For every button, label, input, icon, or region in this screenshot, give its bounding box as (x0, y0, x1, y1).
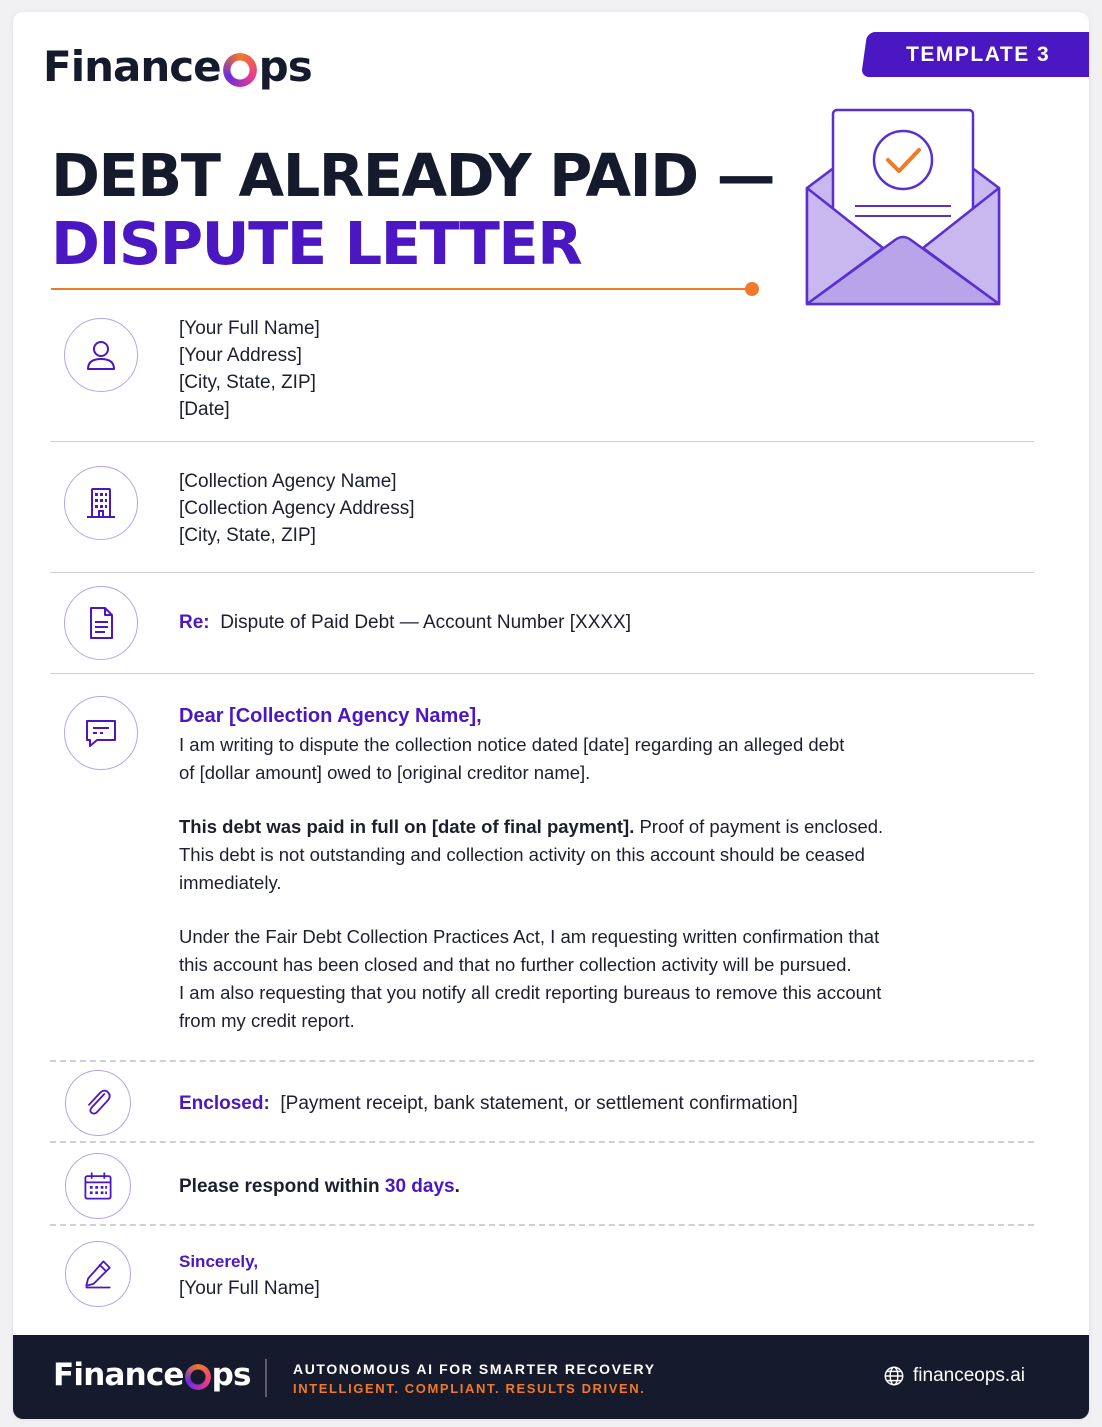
sender-street: [Your Address] (179, 345, 302, 366)
greeting: Dear [Collection Agency Name], (179, 705, 482, 727)
brand-logo (43, 42, 312, 91)
title-line-2: DISPUTE LETTER (51, 209, 582, 278)
building-icon (64, 466, 138, 540)
paragraph-3: Under the Fair Debt Collection Practices Act, I am requesting written confirmation that this account has been closed and that no further collection activity will be pursued. I am also requesting that you notify all credit reporting bureaus to remove this account from my credit report. (179, 926, 882, 1031)
enclosed-line (179, 1090, 798, 1117)
page-title (51, 142, 774, 278)
divider (50, 441, 1034, 442)
subject-line (179, 609, 631, 636)
underline-dot (745, 282, 759, 296)
subject-text: Dispute of Paid Debt — Account Number [XXXX] (220, 612, 631, 633)
letter-body (179, 701, 979, 1035)
recipient-address (179, 468, 415, 549)
pen-icon (65, 1241, 131, 1307)
envelope-check-icon (803, 108, 1003, 310)
logo-ring-icon (185, 1364, 211, 1390)
template-tag: TEMPLATE 3 (861, 32, 1089, 77)
response-deadline: Please respond within 30 days. (179, 1176, 460, 1197)
closing-label: Sincerely, (179, 1252, 259, 1271)
footer-divider (265, 1359, 267, 1397)
recipient-name: [Collection Agency Name] (179, 471, 397, 492)
footer-logo: Finance ps (53, 1357, 251, 1393)
recipient-street: [Collection Agency Address] (179, 498, 415, 519)
closing-name: [Your Full Name] (179, 1278, 320, 1299)
logo-ring-icon (223, 53, 257, 87)
divider (50, 572, 1034, 573)
footer-tagline-1: AUTONOMOUS AI FOR SMARTER RECOVERY (293, 1361, 656, 1377)
divider (50, 673, 1034, 674)
footer (13, 1335, 1089, 1419)
title-line-1: DEBT ALREADY PAID — (51, 141, 775, 210)
sender-date: [Date] (179, 399, 230, 420)
divider (50, 1224, 1034, 1226)
chat-icon (64, 696, 138, 770)
calendar-icon (65, 1153, 131, 1219)
footer-website-link[interactable] (883, 1365, 1025, 1387)
title-underline (51, 288, 751, 290)
logo-text-suffix: ps (258, 42, 312, 91)
divider (50, 1141, 1034, 1143)
paragraph-2: This debt was paid in full on [date of final payment]. Proof of payment is enclosed. This debt is not outstanding and collection activity on this account should be ceased immediately. (179, 816, 884, 893)
logo-text-prefix: Finance (43, 42, 221, 91)
deadline-days: 30 days (384, 1176, 455, 1197)
divider (50, 1060, 1034, 1062)
closing (179, 1248, 320, 1302)
document-icon (64, 586, 138, 660)
paragraph-1: I am writing to dispute the collection notice dated [date] regarding an alleged debt of [dollar amount] owed to [original creditor name]. (179, 734, 845, 783)
letter-page (13, 12, 1089, 1418)
globe-icon (883, 1365, 905, 1387)
sender-city: [City, State, ZIP] (179, 372, 316, 393)
website-url[interactable]: financeops.ai (913, 1365, 1025, 1386)
enclosed-label: Enclosed: (179, 1093, 270, 1114)
recipient-city: [City, State, ZIP] (179, 525, 316, 546)
sender-name: [Your Full Name] (179, 318, 320, 339)
enclosed-text: [Payment receipt, bank statement, or settlement confirmation] (280, 1093, 798, 1114)
subject-label: Re: (179, 612, 210, 633)
sender-address (179, 315, 320, 423)
paperclip-icon (65, 1070, 131, 1136)
user-icon (64, 318, 138, 392)
footer-tagline-2: INTELLIGENT. COMPLIANT. RESULTS DRIVEN. (293, 1381, 646, 1396)
